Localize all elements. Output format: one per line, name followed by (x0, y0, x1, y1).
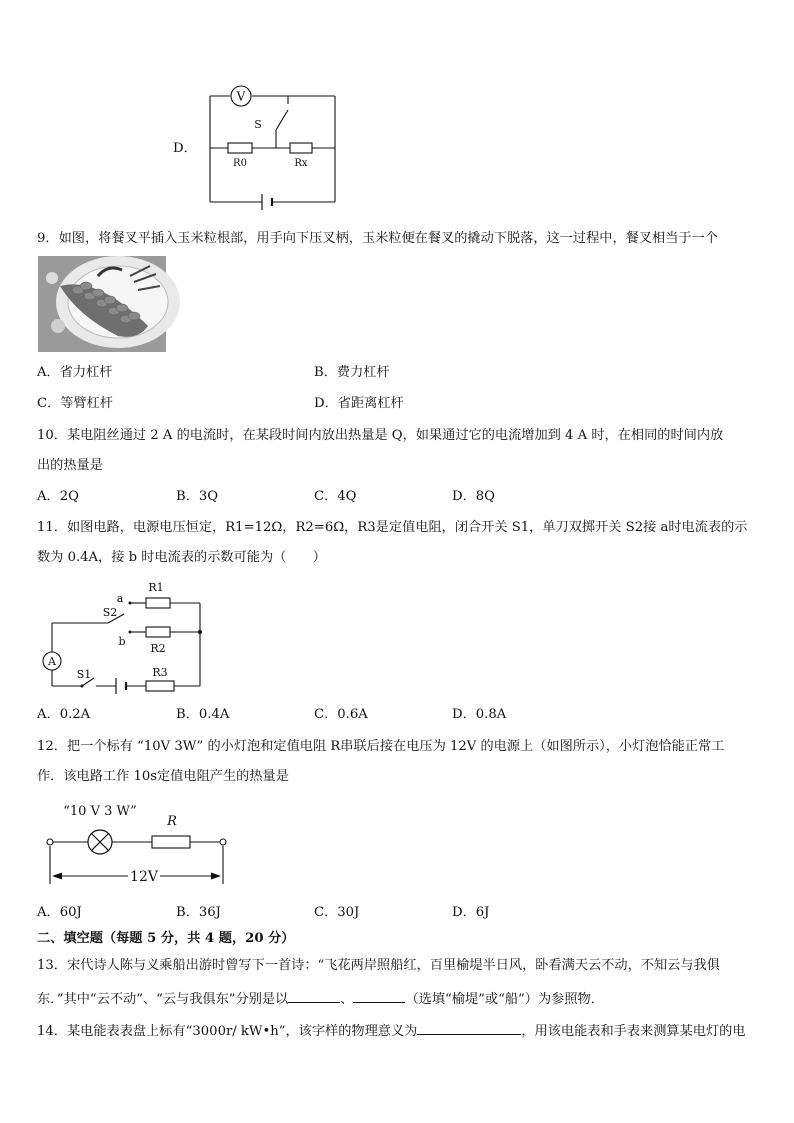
q14-blank[interactable] (417, 1020, 521, 1035)
q8-option-d-label: D． (173, 141, 197, 156)
q12-option-d[interactable]: D．6J (452, 905, 490, 920)
q9-stem: 9．如图，将餐叉平插入玉米粒根部，用手向下压叉柄，玉米粒便在餐叉的撬动下脱落，这一过程中，餐叉相当于一个 (37, 231, 718, 246)
switch-s-label: S (254, 118, 262, 131)
terminal-a-label: a (116, 592, 124, 605)
arrow-right (211, 873, 221, 880)
r3-resistor (146, 681, 174, 691)
r0-resistor (228, 143, 252, 153)
rx-resistor (290, 143, 312, 153)
r2-resistor (146, 627, 170, 637)
q11-option-a[interactable]: A．0.2A (37, 707, 91, 722)
r1-resistor (146, 598, 170, 608)
q12-line1: 12．把一个标有 “10V 3W” 的小灯泡和定值电阻 R串联后接在电压为 12V 的电源上（如图所示），小灯泡恰能正常工 (37, 739, 725, 754)
q8-circuit-diagram (200, 82, 340, 217)
section-title: 二、填空题（每题 5 分，共 4 题，20 分） (37, 931, 295, 946)
q12-line2: 作．该电路工作 10s定值电阻产生的热量是 (37, 769, 289, 784)
q13-line2-text-b: （选填“榆堤”或“船”）为参照物． (405, 992, 604, 1007)
q9-option-c[interactable]: C．等臂杠杆 (37, 396, 114, 411)
q13-separator: 、 (340, 992, 354, 1007)
q13-line2 (37, 988, 604, 1009)
q10-line1: 10．某电阻丝通过 2 A 的电流时，在某段时间内放出热量是 Q，如果通过它的电流增加到 4 A 时，在相同的时间内放 (37, 428, 724, 443)
resistor-r (152, 836, 190, 848)
q13-blank-1[interactable] (288, 988, 340, 1003)
q10-option-d[interactable]: D．8Q (452, 489, 495, 504)
arrow-left (52, 873, 62, 880)
q13-line2-text-a: 东．”其中“云不动”、“云与我俱东”分别是以 (37, 992, 289, 1007)
r0-label: R0 (233, 158, 247, 169)
q13-blank-2[interactable] (353, 988, 405, 1003)
q9-option-d[interactable]: D．省距离杠杆 (314, 396, 404, 411)
q10-line2: 出的热量是 (37, 458, 103, 473)
switch-s2-label: S2 (102, 606, 118, 619)
switch-s1-label: S1 (76, 668, 92, 681)
r2-label: R2 (150, 642, 166, 655)
q14-text-a: 14．某电能表表盘上标有“3000r/ kW•h”，该字样的物理意义为 (37, 1024, 418, 1039)
terminal-b-label: b (118, 635, 126, 648)
q11-circuit-diagram (38, 578, 208, 696)
q10-option-c[interactable]: C．4Q (314, 489, 357, 504)
r1-label: R1 (148, 581, 164, 594)
q14-line1 (37, 1020, 746, 1041)
q10-option-b[interactable]: B．3Q (176, 489, 219, 504)
q11-line1: 11．如图电路，电源电压恒定，R1=12Ω，R2=6Ω，R3是定值电阻，闭合开关 S1，单刀双掷开关 S2接 a时电流表的示 (37, 520, 748, 535)
q12-circuit-diagram (44, 798, 234, 890)
voltage-label: 12V (130, 869, 158, 885)
q9-option-b[interactable]: B．费力杠杆 (314, 365, 390, 380)
ammeter-label: A (48, 655, 56, 668)
q9-option-a[interactable]: A．省力杠杆 (37, 365, 113, 380)
q11-option-b[interactable]: B．0.4A (176, 707, 230, 722)
rx-label: Rx (294, 158, 308, 169)
q10-option-a[interactable]: A．2Q (37, 489, 79, 504)
q12-option-c[interactable]: C．30J (314, 905, 360, 920)
q11-option-d[interactable]: D．0.8A (452, 707, 507, 722)
lamp-rating-label: “10 V 3 W” (63, 804, 137, 819)
voltmeter-label: V (236, 89, 246, 104)
q14-text-b: ，用该电能表和手表来测算某电灯的电 (521, 1024, 746, 1039)
q11-option-c[interactable]: C．0.6A (314, 707, 368, 722)
r3-label: R3 (152, 666, 168, 679)
corn-fork-photo (38, 256, 166, 352)
q12-option-a[interactable]: A．60J (37, 905, 82, 920)
q13-line1: 13．宋代诗人陈与义乘船出游时曾写下一首诗：“飞花两岸照船红，百里榆堤半日风，卧看满天云不动，不知云与我俱 (37, 958, 720, 973)
q12-option-b[interactable]: B．36J (176, 905, 221, 920)
resistor-r-label: R (167, 814, 177, 829)
q11-line2: 数为 0.4A，接 b 时电流表的示数可能为（ ） (37, 550, 326, 565)
